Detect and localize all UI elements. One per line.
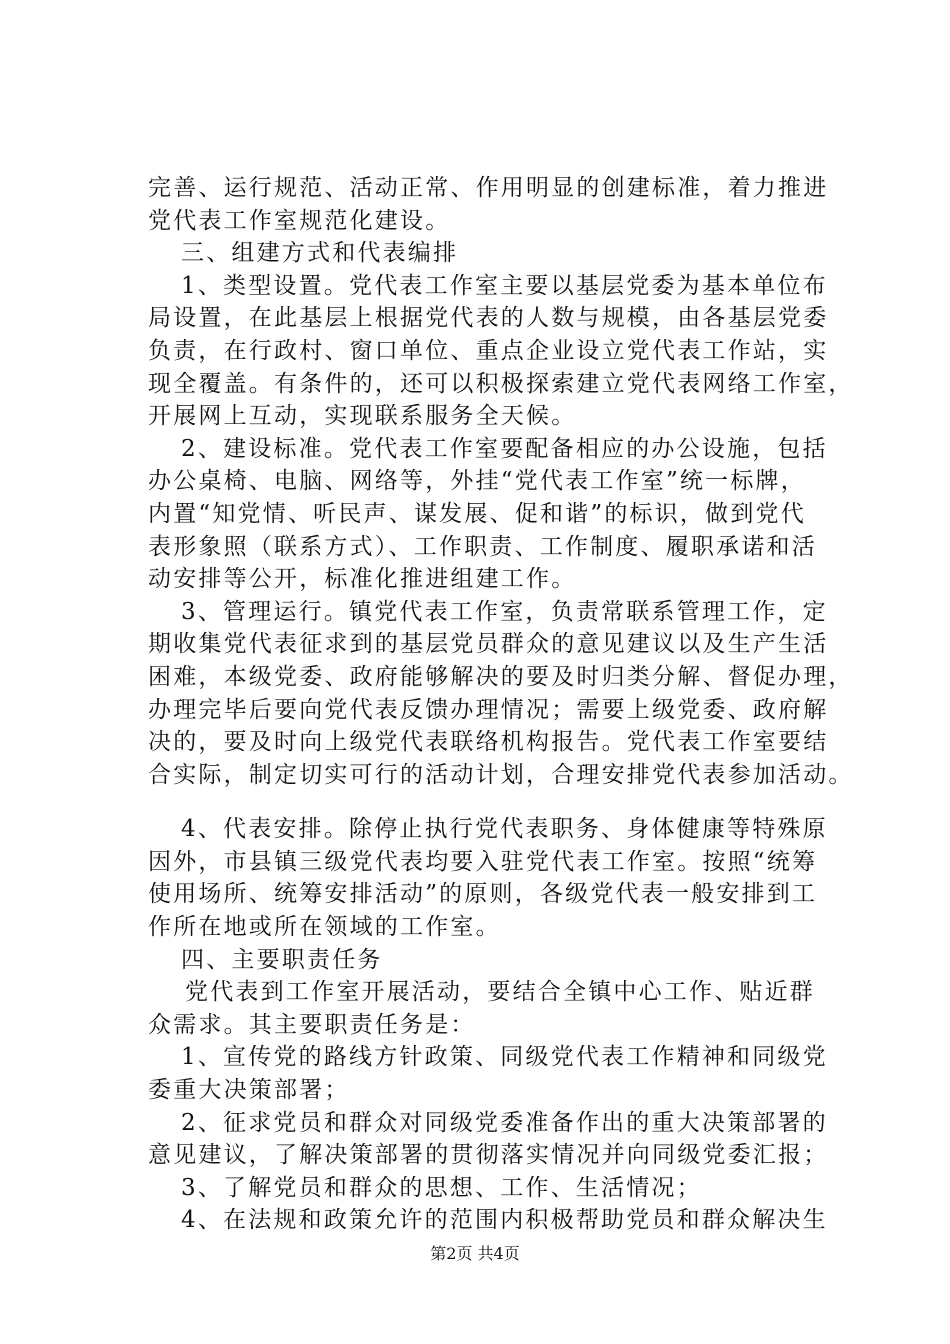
- page-number: 第2页 共4页: [430, 1244, 520, 1263]
- body-line: 2、建设标准。党代表工作室要配备相应的办公设施，包括: [181, 435, 828, 462]
- body-line: 2、征求党员和群众对同级党委准备作出的重大决策部署的: [181, 1109, 828, 1136]
- body-line: 4、在法规和政策允许的范围内积极帮助党员和群众解决生: [181, 1207, 828, 1234]
- body-line: 现全覆盖。有条件的，还可以积极探索建立党代表网络工作室，: [148, 370, 854, 397]
- body-line: 3、了解党员和群众的思想、工作、生活情况；: [181, 1174, 702, 1201]
- body-line: 合实际，制定切实可行的活动计划，合理安排党代表参加活动。: [148, 761, 854, 788]
- body-line: 意见建议，了解决策部署的贯彻落实情况并向同级党委汇报；: [148, 1142, 829, 1169]
- body-line: 负责，在行政村、窗口单位、重点企业设立党代表工作站，实: [148, 337, 829, 364]
- body-line: 完善、运行规范、活动正常、作用明显的创建标准，着力推进: [148, 175, 829, 201]
- body-line: 办理完毕后要向党代表反馈办理情况；需要上级党委、政府解: [148, 696, 829, 723]
- body-line: 决的，要及时向上级党代表联络机构报告。党代表工作室要结: [148, 729, 829, 756]
- body-line: 因外，市县镇三级党代表均要入驻党代表工作室。按照“统筹: [148, 848, 818, 875]
- body-line: 作所在地或所在领域的工作室。: [148, 914, 501, 941]
- body-line: 众需求。其主要职责任务是：: [148, 1011, 476, 1038]
- body-line: 动安排等公开，标准化推进组建工作。: [148, 566, 577, 593]
- body-line: 内置“知党情、听民声、谋发展、促和谐”的标识，做到党代: [148, 500, 806, 527]
- body-line: 局设置，在此基层上根据党代表的人数与规模，由各基层党委: [148, 305, 829, 332]
- paragraph-gap: [148, 791, 853, 813]
- body-line: 表形象照（联系方式）、工作职责、工作制度、履职承诺和活: [148, 533, 817, 560]
- body-line: 办公桌椅、电脑、网络等，外挂“党代表工作室”统一标牌，: [148, 468, 806, 495]
- body-line: 3、管理运行。镇党代表工作室，负责常联系管理工作，定: [181, 598, 828, 625]
- body-line: 党代表工作室规范化建设。: [148, 207, 451, 234]
- body-line: 困难，本级党委、政府能够解决的要及时归类分解、督促办理，: [148, 663, 854, 690]
- body-line: 期收集党代表征求到的基层党员群众的意见建议以及生产生活: [148, 631, 829, 658]
- body-line: 开展网上互动，实现联系服务全天候。: [148, 403, 577, 430]
- document-body: [148, 172, 853, 1237]
- page-footer: [0, 1244, 950, 1264]
- body-line: 党代表到工作室开展活动，要结合全镇中心工作、贴近群: [185, 979, 815, 1006]
- body-line: 4、代表安排。除停止执行党代表职务、身体健康等特殊原: [181, 816, 828, 843]
- section-heading: 四、主要职责任务: [181, 946, 383, 973]
- section-heading: 三、组建方式和代表编排: [181, 240, 459, 267]
- body-line: 1、类型设置。党代表工作室主要以基层党委为基本单位布: [181, 272, 828, 299]
- body-line: 使用场所、统筹安排活动”的原则，各级党代表一般安排到工: [148, 881, 818, 908]
- body-line: 1、宣传党的路线方针政策、同级党代表工作精神和同级党: [181, 1044, 828, 1071]
- body-line: 委重大决策部署；: [148, 1077, 350, 1104]
